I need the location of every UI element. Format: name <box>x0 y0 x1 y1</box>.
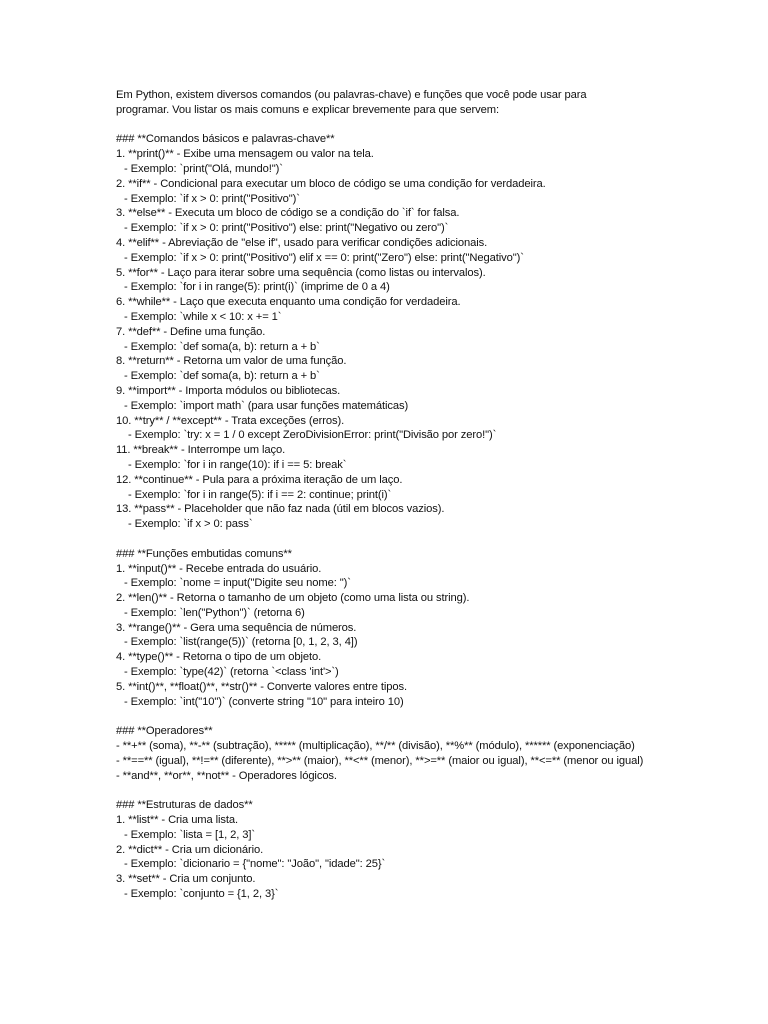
list-item-example: - Exemplo: `if x > 0: print("Positivo") else: print("Negativo ou zero")` <box>124 222 449 235</box>
section-heading: ### **Estruturas de dados** <box>116 799 253 812</box>
spacer <box>116 783 656 798</box>
list-item-example: - Exemplo: `for i in range(5): if i == 2: continue; print(i)` <box>128 488 392 501</box>
section-heading: ### **Operadores** <box>116 725 213 738</box>
list-item-example: - Exemplo: `if x > 0: pass` <box>128 518 253 531</box>
list-item-example: - Exemplo: `if x > 0: print("Positivo") elif x == 0: print("Zero") else: print("Negativo")` <box>124 251 524 264</box>
list-item: 13. **pass** - Placeholder que não faz nada (útil em blocos vazios). <box>116 503 445 516</box>
list-item: 8. **return** - Retorna um valor de uma função. <box>116 355 347 368</box>
spacer <box>116 709 656 724</box>
intro-line: Em Python, existem diversos comandos (ou palavras-chave) e funções que você pode usar para <box>116 89 587 101</box>
list-item: 9. **import** - Importa módulos ou bibliotecas. <box>116 384 341 397</box>
list-item: 2. **if** - Condicional para executar um bloco de código se uma condição for verdadeira. <box>116 177 546 190</box>
list-item-example: - Exemplo: `int("10")` (converte string "10" para inteiro 10) <box>124 695 404 708</box>
list-item: 1. **list** - Cria uma lista. <box>116 814 239 827</box>
list-item: 1. **print()** - Exibe uma mensagem ou valor na tela. <box>116 148 374 161</box>
list-item: 11. **break** - Interrompe um laço. <box>116 444 286 457</box>
list-item: 2. **len()** - Retorna o tamanho de um objeto (como uma lista ou string). <box>116 592 470 605</box>
spacer <box>116 532 656 547</box>
list-item: 5. **for** - Laço para iterar sobre uma sequência (como listas ou intervalos). <box>116 266 486 279</box>
list-item-example: - Exemplo: `def soma(a, b): return a + b` <box>124 370 320 383</box>
list-item: 4. **type()** - Retorna o tipo de um objeto. <box>116 651 322 664</box>
list-item: 12. **continue** - Pula para a próxima iteração de um laço. <box>116 473 403 486</box>
list-item-example: - Exemplo: `for i in range(10): if i == 5: break` <box>128 458 347 471</box>
intro-line: programar. Vou listar os mais comuns e explicar brevemente para que servem: <box>116 103 499 116</box>
list-item-example: - Exemplo: `for i in range(5): print(i)` (imprime de 0 a 4) <box>124 281 390 294</box>
list-item-example: - Exemplo: `len("Python")` (retorna 6) <box>124 606 305 619</box>
list-item-example: - Exemplo: `nome = input("Digite seu nome: ")` <box>124 577 351 590</box>
section-heading: ### **Funções embutidas comuns** <box>116 547 292 560</box>
list-item-example: - Exemplo: `conjunto = {1, 2, 3}` <box>124 888 279 901</box>
section-heading: ### **Comandos básicos e palavras-chave** <box>116 133 335 146</box>
list-item: 7. **def** - Define uma função. <box>116 325 266 338</box>
list-item: 6. **while** - Laço que executa enquanto uma condição for verdadeira. <box>116 296 461 309</box>
list-item: 2. **dict** - Cria um dicionário. <box>116 843 264 856</box>
list-item: 3. **set** - Cria um conjunto. <box>116 873 256 886</box>
list-item-example: - Exemplo: `def soma(a, b): return a + b` <box>124 340 320 353</box>
list-item-example: - Exemplo: `type(42)` (retorna `<class 'int'>`) <box>124 666 339 679</box>
list-item: 3. **range()** - Gera uma sequência de números. <box>116 621 357 634</box>
document-body <box>116 88 656 902</box>
list-item-example: - Exemplo: `while x < 10: x += 1` <box>124 310 282 323</box>
operator-line: - **==** (igual), **!=** (diferente), **>** (maior), **<** (menor), **>=** (maior ou igual), **<=** (menor ou igual) <box>116 754 644 767</box>
operator-line: - **+** (soma), **-** (subtração), ***** (multiplicação), **/** (divisão), **%** (módulo), ****** (exponenciação) <box>116 740 635 753</box>
list-item-example: - Exemplo: `print("Olá, mundo!")` <box>124 162 283 175</box>
list-item: 3. **else** - Executa um bloco de código se a condição do `if` for falsa. <box>116 207 460 220</box>
spacer <box>116 118 656 133</box>
list-item-example: - Exemplo: `if x > 0: print("Positivo")` <box>124 192 300 205</box>
list-item-example: - Exemplo: `try: x = 1 / 0 except ZeroDivisionError: print("Divisão por zero!")` <box>128 429 497 442</box>
list-item-example: - Exemplo: `import math` (para usar funções matemáticas) <box>124 399 409 412</box>
list-item-example: - Exemplo: `dicionario = {"nome": "João", "idade": 25}` <box>124 858 386 871</box>
list-item-example: - Exemplo: `lista = [1, 2, 3]` <box>124 828 255 841</box>
operator-line: - **and**, **or**, **not** - Operadores lógicos. <box>116 769 337 782</box>
list-item: 5. **int()**, **float()**, **str()** - Converte valores entre tipos. <box>116 680 408 693</box>
list-item: 10. **try** / **except** - Trata exceções (erros). <box>116 414 345 427</box>
list-item: 1. **input()** - Recebe entrada do usuário. <box>116 562 322 575</box>
list-item: 4. **elif** - Abreviação de "else if", usado para verificar condições adicionais. <box>116 236 488 249</box>
list-item-example: - Exemplo: `list(range(5))` (retorna [0, 1, 2, 3, 4]) <box>124 636 358 649</box>
